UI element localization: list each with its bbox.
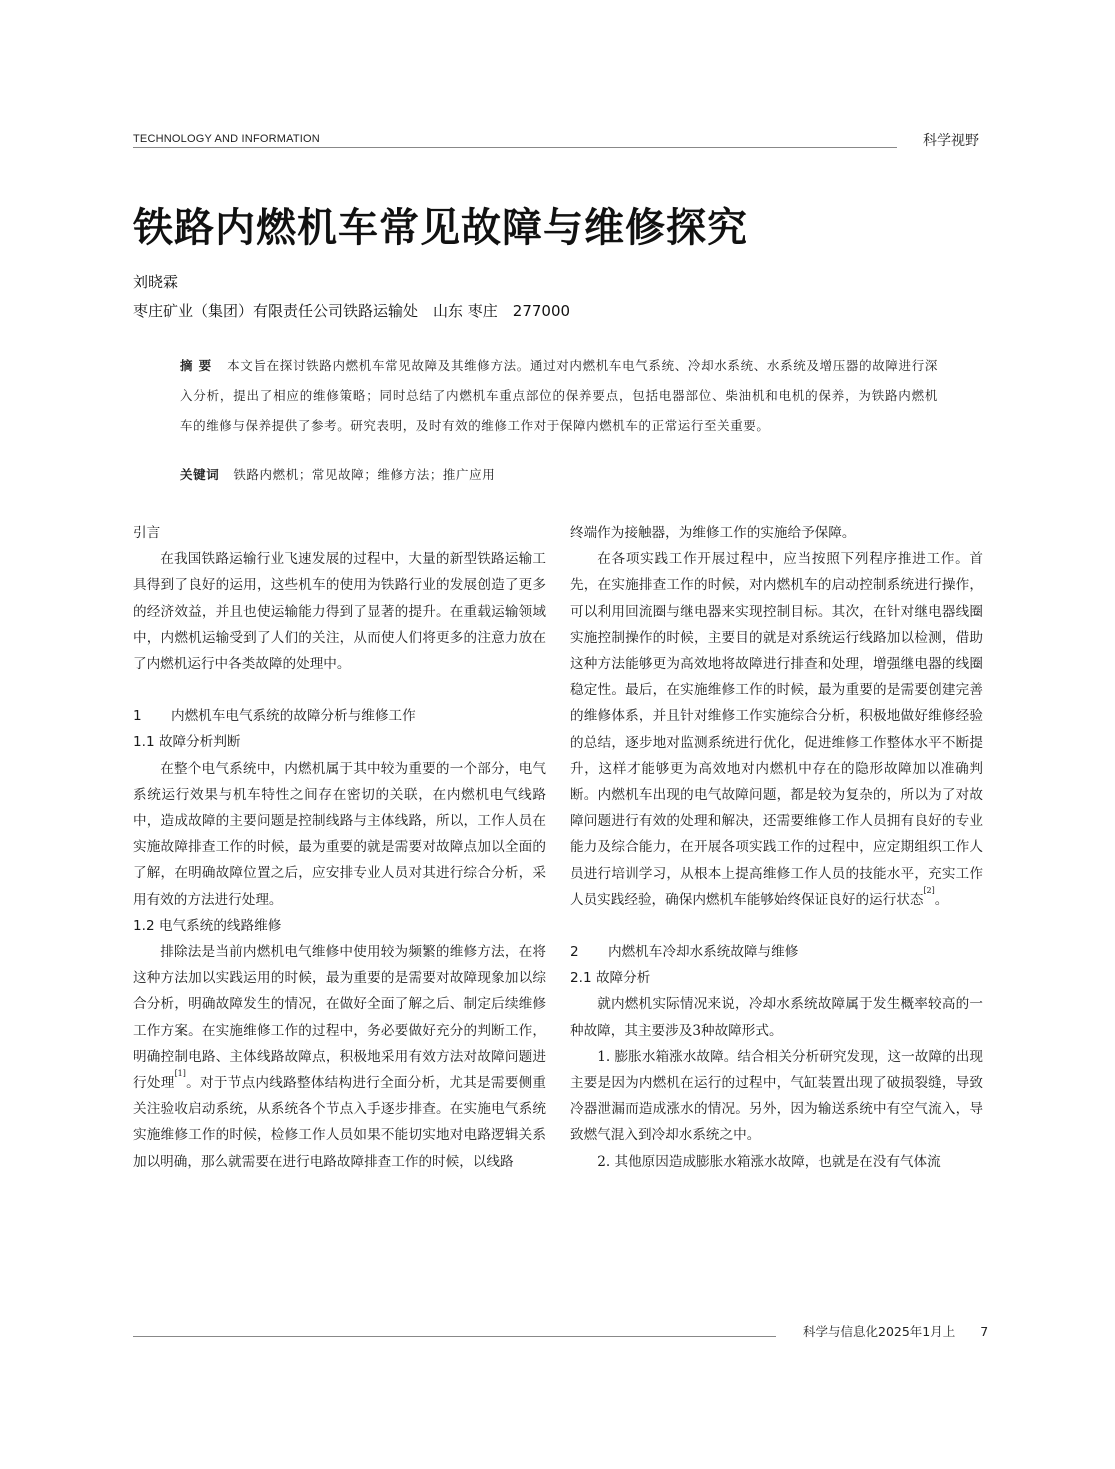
section-1-2-text-b: 。对于节点内线路整体结构进行全面分析，尤其是需要侧重关注验收启动系统，从系统各个节点入手逐步排查。在实施电气系统实施维修工作的时候，检修工作人员如果不能切实地对电路逻辑关系加以明确，那么就需要在进行电路故障排查工作的时候，以线路 <box>133 1075 547 1170</box>
procedure-text-a: 在各项实践工作开展过程中，应当按照下列程序推进工作。首先，在实施排查工作的时候，对内燃机车的启动控制系统进行操作，可以利用回流圈与继电器来实现控制目标。其次，在针对继电器线圈实施控制操作的时候，主要目的就是对系统运行线路加以检测，借助这种方法能够更为高效地将故障进行排查和处理，增强继电器的线圈稳定性。最后，在实施维修工作的时候，最为重要的是需要创建完善的维修体系，并且针对维修工作实施综合分析，积极地做好维修经验的总结，逐步地对监测系统进行优化，促进维修工作整体水平不断提升，这样才能够更为高效地对内燃机中存在的隐形故障加以准确判断。内燃机车出现的电气故障问题，都是较为复杂的，所以为了对故障问题进行有效的处理和解决，还需要维修工作人员拥有良好的专业能力及综合能力，在开展各项实践工作的过程中，应定期组织工作人员进行培训学习，从根本上提高维修工作人员的技能水平，充实工作人员实践经验，确保内燃机车能够始终保证良好的运行状态 <box>570 551 983 908</box>
section-label: 科学视野 <box>923 133 979 149</box>
section-1-1-paragraph: 在整个电气系统中，内燃机属于其中较为重要的一个部分，电气系统运行效果与机车特性之间存在密切的关联，在内燃机电气线路中，造成故障的主要问题是控制线路与主体线路，所以，工作人员在实施故障排查工作的时候，最为重要的就是需要对故障点加以全面的了解，在明确故障位置之后，应安排专业人员对其进行综合分析，采用有效的方法进行处理。 <box>133 760 546 908</box>
footer-journal-issue: 科学与信息化2025年1月上 <box>803 1324 956 1339</box>
author-name: 刘晓霖 <box>133 273 179 291</box>
keywords <box>180 465 495 483</box>
continued-paragraph: 终端作为接触器，为维修工作的实施给予保障。 <box>570 525 856 541</box>
procedure-text-b: 。 <box>934 891 949 908</box>
section-1-2-paragraph <box>133 939 546 1175</box>
footer-divider <box>133 1336 776 1337</box>
abstract <box>180 351 938 441</box>
header-divider <box>133 147 897 148</box>
section-2-1-paragraph: 就内燃机实际情况来说，冷却水系统故障属于发生概率较高的一种故障，其主要涉及3种故障形式。 <box>570 996 983 1039</box>
section-2-title: 内燃机车冷却水系统故障与维修 <box>608 944 799 961</box>
left-column <box>133 520 546 1175</box>
section-2-1-heading: 2.1 故障分析 <box>570 970 651 987</box>
section-2-number: 2 <box>570 944 579 961</box>
journal-english-name: TECHNOLOGY AND INFORMATION <box>133 133 320 145</box>
section-1-2-text-a: 排除法是当前内燃机电气维修中使用较为频繁的维修方法，在将这种方法加以实践运用的时候，最为重要的是需要对故障现象加以综合分析，明确故障发生的情况，在做好全面了解之后、制定后续维修工作方案。在实施维修工作的过程中，务必要做好充分的判断工作，明确控制电路、主体线路故障点，积极地采用有效方法对故障问题进行处理 <box>133 944 546 1092</box>
citation-1: [1] <box>174 1069 186 1079</box>
fault-item-1: 1. 膨胀水箱涨水故障。结合相关分析研究发现，这一故障的出现主要是因为内燃机在运行的过程中，气缸装置出现了破损裂缝，导致冷器泄漏而造成涨水的情况。另外，因为输送系统中有空气流入，导致燃气混入到冷却水系统之中。 <box>570 1048 983 1144</box>
section-1-2-heading: 1.2 电气系统的线路维修 <box>133 917 282 934</box>
abstract-text: 本文旨在探讨铁路内燃机车常见故障及其维修方法。通过对内燃机车电气系统、冷却水系统、水系统及增压器的故障进行深入分析，提出了相应的维修策略；同时总结了内燃机车重点部位的保养要点，包括电器部位、柴油机和电机的保养，为铁路内燃机车的维修与保养提供了参考。研究表明，及时有效的维修工作对于保障内燃机车的正常运行至关重要。 <box>180 358 938 433</box>
abstract-label: 摘要 <box>180 358 218 373</box>
fault-item-2: 2. 其他原因造成膨胀水箱涨水故障，也就是在没有气体流 <box>597 1153 941 1170</box>
intro-heading: 引言 <box>133 525 161 541</box>
article-title: 铁路内燃机车常见故障与维修探究 <box>133 204 748 251</box>
right-column <box>570 520 983 1175</box>
author-affiliation: 枣庄矿业（集团）有限责任公司铁路运输处 山东 枣庄 277000 <box>133 302 571 320</box>
procedure-paragraph <box>570 546 983 913</box>
page-number: 7 <box>980 1324 989 1339</box>
intro-paragraph: 在我国铁路运输行业飞速发展的过程中，大量的新型铁路运输工具得到了良好的运用，这些机车的使用为铁路行业的发展创造了更多的经济效益，并且也使运输能力得到了显著的提升。在重载运输领域中，内燃机运输受到了人们的关注，从而使人们将更多的注意力放在了内燃机运行中各类故障的处理中。 <box>133 551 546 673</box>
keywords-label: 关键词 <box>180 467 220 482</box>
section-1-number: 1 <box>133 708 142 725</box>
keywords-text: 铁路内燃机；常见故障；维修方法；推广应用 <box>233 467 496 482</box>
section-1-1-heading: 1.1 故障分析判断 <box>133 734 241 751</box>
section-1-heading <box>133 703 546 729</box>
section-1-title: 内燃机车电气系统的故障分析与维修工作 <box>171 708 416 725</box>
citation-2: [2] <box>923 885 935 895</box>
footer <box>803 1322 988 1340</box>
section-2-heading <box>570 939 983 965</box>
